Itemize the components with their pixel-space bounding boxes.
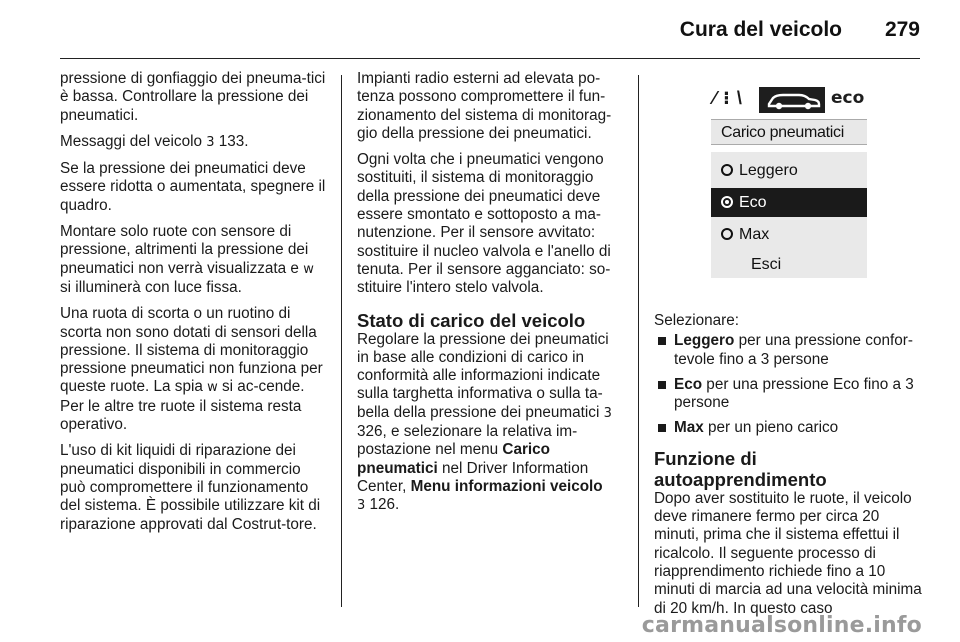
- option-description: per una pressione Eco fino a 3 persone: [674, 375, 914, 412]
- radio-selected-icon: [721, 196, 733, 208]
- display-status-bar: [709, 86, 869, 114]
- cross-reference-icon: 3: [357, 498, 366, 514]
- display-menu-title: Carico pneumatici: [711, 119, 867, 145]
- paragraph-text: Una ruota di scorta o un ruotino di scorta non sono dotati di sensori della pressione. Il sistema di monitoraggio pressione pneumatici non funziona per queste ruote. La spia: [60, 305, 323, 396]
- watermark: carmanualsonline.info: [641, 613, 922, 638]
- list-item: [654, 332, 922, 369]
- paragraph: pressione di gonfiaggio dei pneuma-tici è bassa. Controllare la pressione dei pneumatici.: [60, 70, 326, 124]
- cross-reference-icon: 3: [206, 134, 215, 150]
- page-reference[interactable]: 126.: [369, 496, 400, 514]
- option-name: Eco: [674, 375, 703, 393]
- menu-name: Menu informazioni veicolo: [410, 477, 603, 495]
- option-label: Max: [739, 226, 770, 243]
- option-name: Max: [674, 419, 704, 437]
- paragraph: Selezionare:: [654, 312, 740, 329]
- option-description: per una pressione confor-tevole fino a 3 persone: [674, 332, 913, 368]
- chapter-title: Cura del veicolo: [679, 18, 842, 41]
- paragraph-text: Messaggi del veicolo: [60, 132, 207, 150]
- paragraph-text: nel Driver Information Center,: [357, 459, 589, 495]
- column-3: [654, 312, 922, 626]
- column-divider-2: [638, 75, 639, 607]
- car-icon: [759, 87, 825, 113]
- section-body: [357, 331, 623, 516]
- paragraph: Impianti radio esterni ad elevata po-tenza possono compromettere il fun-zionamento del sistema di monitorag-gio della pressione dei pneumatici.: [357, 70, 612, 142]
- paragraph-text: si illuminerà con luce fissa.: [60, 278, 242, 296]
- paragraph: Ogni volta che i pneumatici vengono sostituiti, il sistema di monitoraggio della pressione dei pneumatici deve essere smontato e sottoposto a ma-nutenzione. Per il sensore avvitato: sostituire il nucleo valvola e l'anello di tenuta. Per il sensore agganciato: so-stituire l'intero stelo valvola.: [357, 151, 611, 297]
- page-header: [0, 0, 960, 58]
- list-item: [654, 419, 922, 437]
- option-description: per un pieno carico: [703, 419, 839, 437]
- option-list: [654, 332, 922, 437]
- section-heading: Funzione di autoapprendimento: [654, 447, 827, 490]
- paragraph-text: Montare solo ruote con sensore di pressione, altrimenti la pressione dei pneumatici non verrà visualizzata e: [60, 223, 309, 277]
- option-leggero[interactable]: [711, 156, 867, 185]
- exit-option[interactable]: Esci: [751, 256, 782, 273]
- section-body: Dopo aver sostituito le ruote, il veicolo deve rimanere fermo per circa 20 minuti, prima che il sistema effettui il ricalcolo. Il seguente processo di riapprendimento richiede fino a 10 minuti di marcia ad una velocità minima di 20 km/h. In questo caso: [654, 489, 922, 617]
- option-eco[interactable]: [711, 188, 867, 217]
- option-label: Leggero: [739, 162, 798, 179]
- column-divider-1: [341, 75, 342, 607]
- cross-reference-icon: 3: [603, 405, 612, 421]
- page-number: 279: [884, 18, 920, 41]
- radio-empty-icon: [721, 228, 733, 240]
- column-2: [357, 70, 623, 524]
- load-menu-display: [703, 76, 873, 296]
- paragraph: L'uso di kit liquidi di riparazione dei pneumatici disponibili in commercio può compromettere il funzionamento del sistema. È possibile utilizzare kit di riparazione approvati dal Costrut-tore.: [60, 442, 321, 533]
- option-max[interactable]: [711, 220, 867, 249]
- tpms-warning-icon: w: [303, 261, 314, 277]
- load-options-list: [711, 152, 867, 278]
- header-rule: [60, 58, 920, 59]
- paragraph-text: , e selezionare la relativa im-postazione nel menu: [357, 423, 578, 459]
- option-label: Eco: [739, 194, 767, 211]
- paragraph: Se la pressione dei pneumatici deve essere ridotta o aumentata, spegnere il quadro.: [60, 160, 326, 214]
- tpms-segments-icon: ⁄ ⁝ \: [713, 88, 743, 108]
- paragraph-text: Regolare la pressione dei pneumatici in base alle condizioni di carico in conformità alle informazioni indicate sulla targhetta informativa o sulla ta-bella della pressione dei pneumatici: [357, 330, 609, 421]
- paragraph: [60, 223, 326, 297]
- menu-name: Carico pneumatici: [357, 441, 551, 477]
- eco-label: eco: [831, 88, 865, 108]
- radio-empty-icon: [721, 164, 733, 176]
- paragraph-text: si ac-cende. Per le altre tre ruote il sistema resta operativo.: [60, 378, 305, 434]
- option-name: Leggero: [674, 332, 735, 350]
- list-item: [654, 376, 922, 413]
- page-reference[interactable]: 326: [357, 423, 383, 441]
- paragraph: [60, 133, 326, 152]
- column-1: [60, 70, 326, 542]
- tpms-warning-icon: w: [207, 380, 218, 396]
- paragraph: [60, 305, 326, 434]
- section-heading: Stato di carico del veicolo: [357, 309, 586, 331]
- page-reference[interactable]: 133.: [218, 132, 249, 150]
